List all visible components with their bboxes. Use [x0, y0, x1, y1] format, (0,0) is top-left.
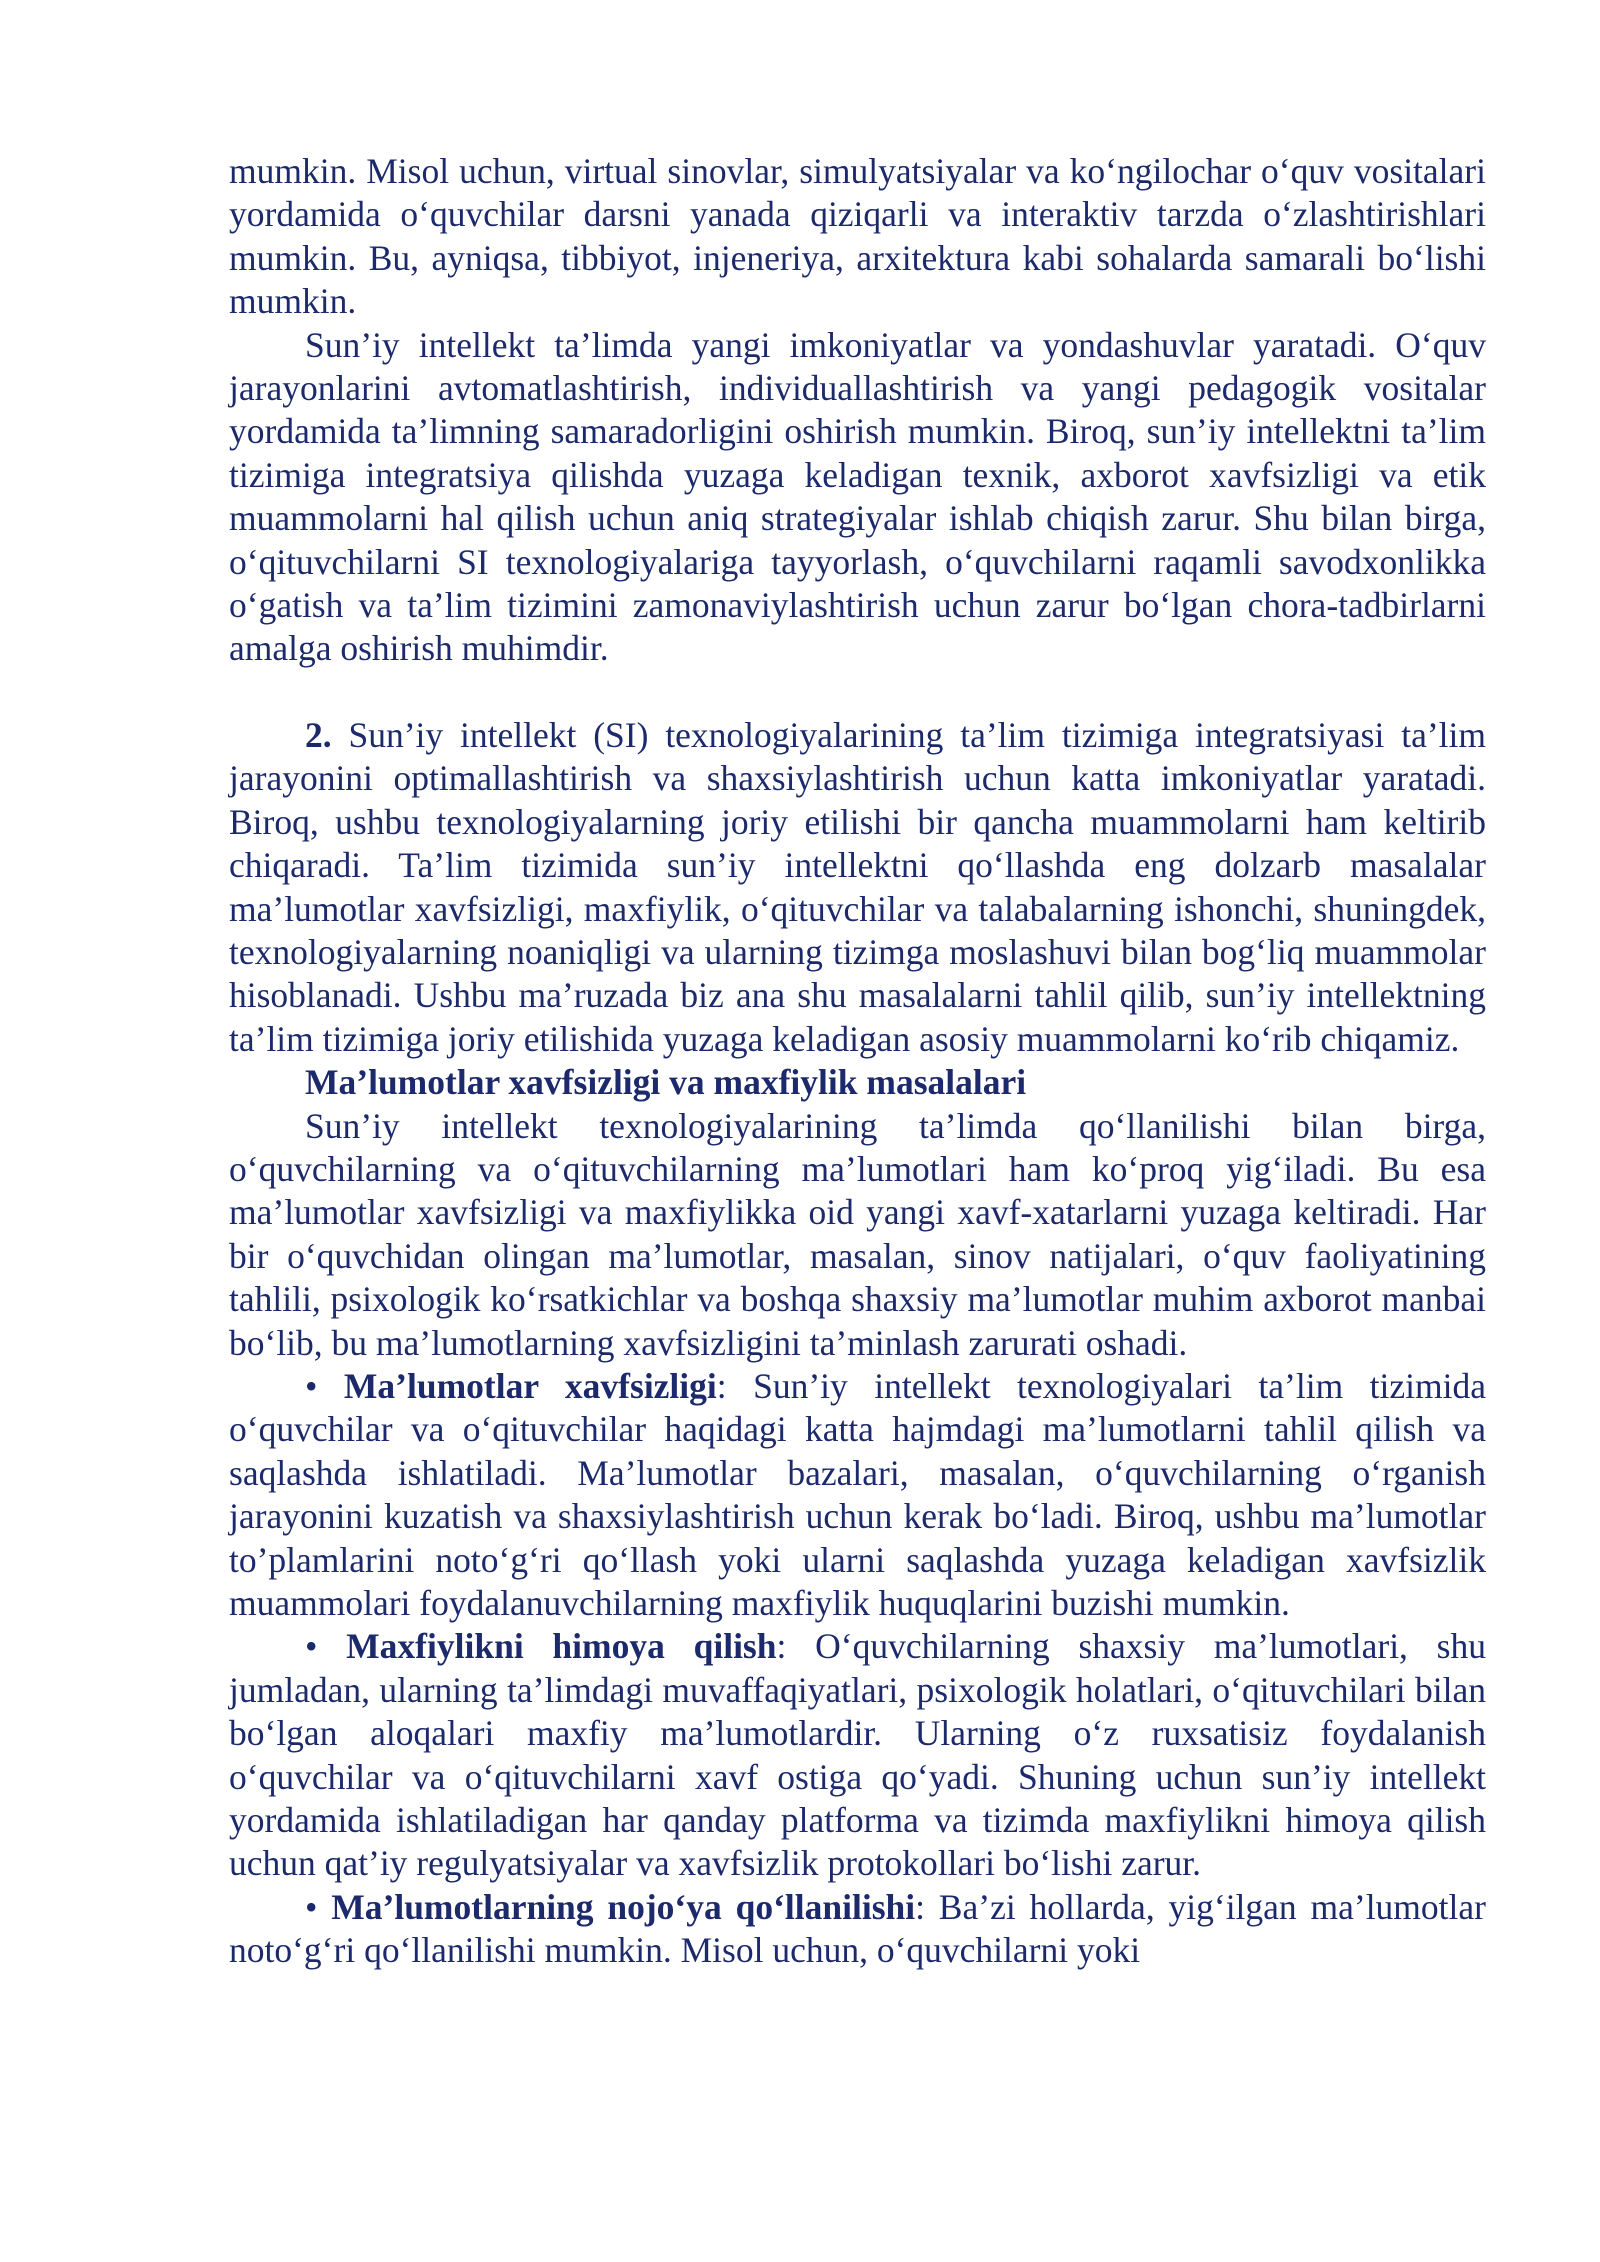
- bullet-item-data-security: [229, 1365, 1486, 1625]
- section-heading: Ma’lumotlar xavfsizligi va maxfiylik masalalari: [305, 1062, 1027, 1103]
- bullet-icon: •: [305, 1626, 347, 1667]
- bullet-icon: •: [305, 1886, 332, 1927]
- bullet-term: Ma’lumotlar xavfsizligi: [343, 1365, 717, 1406]
- bullet-text: : Sun’iy intellekt texnologiyalari ta’lim tizimida o‘quvchilar va o‘qituvchilar haqidagi katta hajmdagi ma’lumotlarni tahlil qilish va saqlashda ishlatiladi. Ma’lumotlar bazalari, masalan, o‘quvchilarning o‘rganish jarayonini kuzatish va shaxsiylashtirish uchun kerak bo‘ladi. Biroq, ushbu ma’lumotlar to’plamlarini noto‘g‘ri qo‘llash yoki ularni saqlashda yuzaga keladigan xavfsizlik muammolari foydalanuvchilarning maxfiylik huquqlarini buzishi mumkin.: [229, 1365, 1486, 1623]
- bullet-item-misuse: [229, 1886, 1486, 1973]
- bullet-term: Ma’lumotlarning nojo‘ya qo‘llanilishi: [331, 1886, 916, 1927]
- section-2-text: Sun’iy intellekt (SI) texnologiyalarining ta’lim tizimiga integratsiyasi ta’lim jarayonini optimallashtirish va shaxsiylashtirish uchun katta imkoniyatlar yaratadi. Biroq, ushbu texnologiyalarning joriy etilishi bir qancha muammolarni ham keltirib chiqaradi. Ta’lim tizimida sun’iy intellektni qo‘llashda eng dolzarb masalalar ma’lumotlar xavfsizligi, maxfiylik, o‘qituvchilar va talabalarning ishonchi, shuningdek, texnologiyalarning noaniqligi va ularning tizimga moslashuvi bilan bog‘liq muammolar hisoblanadi. Ushbu ma’ruzada biz ana shu masalalarni tahlil qilib, sun’iy intellektning ta’lim tizimiga joriy etilishida yuzaga keladigan asosiy muammolarni ko‘rib chiqamiz.: [229, 714, 1486, 1059]
- paragraph-section-2: [229, 714, 1486, 1061]
- bullet-item-privacy: [229, 1625, 1486, 1885]
- bullet-term: Maxfiylikni himoya qilish: [346, 1626, 777, 1667]
- section-number: 2.: [305, 714, 332, 755]
- paragraph-data-security-intro: Sun’iy intellekt texnologiyalarining ta’limda qo‘llanilishi bilan birga, o‘quvchilarning va o‘qituvchilarning ma’lumotlari ham ko‘proq yig‘iladi. Bu esa ma’lumotlar xavfsizligi va maxfiylikka oid yangi xavf-xatarlarni yuzaga keltiradi. Har bir o‘quvchidan olingan ma’lumotlar, masalan, sinov natijalari, o‘quv faoliyatining tahlili, psixologik ko‘rsatkichlar va boshqa shaxsiy ma’lumotlar muhim axborot manbai bo‘lib, bu ma’lumotlarning xavfsizligini ta’minlash zarurati oshadi.: [229, 1105, 1486, 1363]
- paragraph-continuation: mumkin. Misol uchun, virtual sinovlar, simulyatsiyalar va ko‘ngilochar o‘quv vositalari yordamida o‘quvchilar darsni yanada qiziqarli va interaktiv tarzda o‘zlashtirishlari mumkin. Bu, ayniqsa, tibbiyot, injeneriya, arxitektura kabi sohalarda samarali bo‘lishi mumkin.: [229, 151, 1486, 322]
- paragraph-gap: [229, 671, 1486, 714]
- paragraph-summary: Sun’iy intellekt ta’limda yangi imkoniyatlar va yondashuvlar yaratadi. O‘quv jarayonlarini avtomatlashtirish, individuallashtirish va yangi pedagogik vositalar yordamida ta’limning samaradorligini oshirish mumkin. Biroq, sun’iy intellektni ta’lim tizimiga integratsiya qilishda yuzaga keladigan texnik, axborot xavfsizligi va etik muammolarni hal qilish uchun aniq strategiyalar ishlab chiqish zarur. Shu bilan birga, o‘qituvchilarni SI texnologiyalariga tayyorlash, o‘quvchilarni raqamli savodxonlikka o‘gatish va ta’lim tizimini zamonaviylashtirish uchun zarur bo‘lgan chora-tadbirlarni amalga oshirish muhimdir.: [229, 324, 1486, 669]
- bullet-text: : O‘quvchilarning shaxsiy ma’lumotlari, shu jumladan, ularning ta’limdagi muvaffaqiyatlari, psixologik holatlari, o‘qituvchilari bilan bo‘lgan aloqalari maxfiy ma’lumotlardir. Ularning o‘z ruxsatisiz foydalanish o‘quvchilar va o‘qituvchilarni xavf ostiga qo‘yadi. Shuning uchun sun’iy intellekt yordamida ishlatiladigan har qanday platforma va tizimda maxfiylikni himoya qilish uchun qat’iy regulyatsiyalar va xavfsizlik protokollari bo‘lishi zarur.: [229, 1626, 1486, 1884]
- bullet-text: : Ba’zi hollarda, yig‘ilgan ma’lumotlar noto‘g‘ri qo‘llanilishi mumkin. Misol uchun, o‘quvchilarni yoki: [229, 1886, 1486, 1971]
- document-page: [229, 150, 1486, 1973]
- bullet-icon: •: [305, 1365, 344, 1406]
